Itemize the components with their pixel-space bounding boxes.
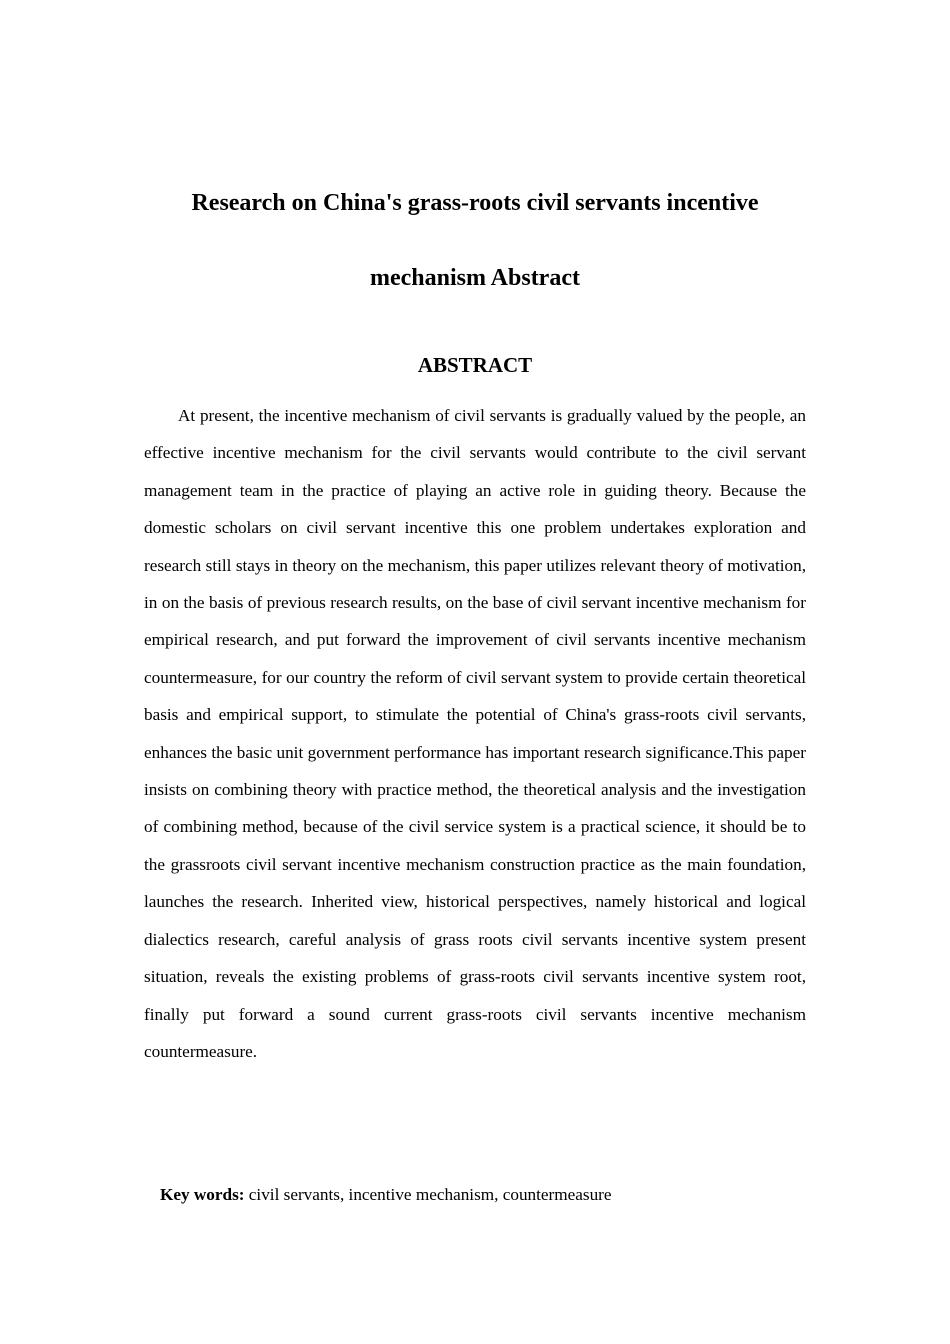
title-line-2: mechanism Abstract — [370, 265, 580, 291]
title-line-1: Research on China's grass-roots civil servants incentive — [191, 190, 759, 216]
abstract-heading: ABSTRACT — [417, 353, 533, 377]
abstract-body: At present, the incentive mechanism of civil servants is gradually valued by the people, an effective incentive mechanism for the civil servants would contribute to the civil servant management team in the practice of playing an active role in guiding theory. Because the domestic scholars on civil servant incentive this one problem undertakes exploration and research still stays in theory on the mechanism, this paper utilizes relevant theory of motivation, in on the basis of previous research results, on the base of civil servant incentive mechanism for empirical research, and put forward the improvement of civil servants incentive mechanism countermeasure, for our country the reform of civil servant system to provide certain theoretical basis and empirical support, to stimulate the potential of China's grass-roots civil servants, enhances the basic unit government performance has important research significance.This paper insists on combining theory with practice method, the theoretical analysis and the investigation of combining method, because of the civil service system is a practical science, it should be to the grassroots civil servant incentive mechanism construction practice as the main foundation, launches the research. Inherited view, historical perspectives, namely historical and logical dialectics research, careful analysis of grass roots civil servants incentive system present situation, reveals the existing problems of grass-roots civil servants incentive system root, finally put forward a sound current grass-roots civil servants incentive mechanism countermeasure. — [144, 406, 806, 1061]
keywords-line — [160, 1180, 612, 1210]
keywords-label: Key words: — [160, 1185, 245, 1204]
keywords-value: civil servants, incentive mechanism, countermeasure — [248, 1185, 612, 1204]
document-title — [0, 166, 950, 316]
